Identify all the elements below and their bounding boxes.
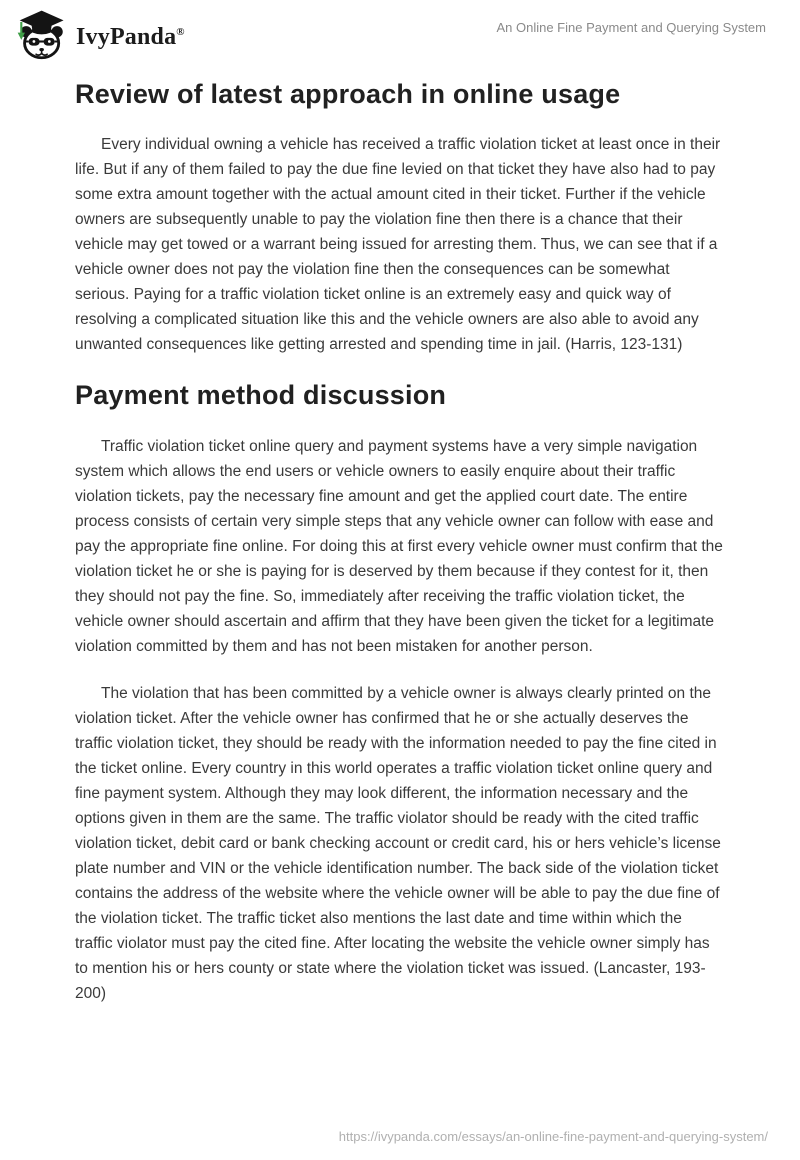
- paragraph-2: Traffic violation ticket online query and payment systems have a very simple navigation system which allows the end users or vehicle owners to easily enquire about their traffic violation tickets, pay the necessary fine amount and get the applied court date. The entire process consists of certain very simple steps that any vehicle owner can follow with ease and pay the appropriate fine online. For doing this at first every vehicle owner must confirm that the violation ticket he or she is paying for is deserved by them because if they contest for it, then they should not pay the fine. So, immediately after receiving the traffic violation ticket, the vehicle owner should ascertain and affirm that they have been given the ticket for a legitimate violation committed by them and has not been mistaken for another person.: [75, 437, 723, 655]
- source-url: https://ivypanda.com/essays/an-online-fine-payment-and-querying-system/: [338, 1129, 768, 1144]
- running-head-title: An Online Fine Payment and Querying System: [496, 20, 766, 35]
- heading-payment-method-discussion: Payment method discussion: [75, 380, 447, 411]
- ivypanda-panda-logo-icon: [14, 9, 66, 61]
- brand: [14, 6, 185, 63]
- brand-name: IvyPanda®: [76, 24, 185, 50]
- page-footer: [339, 1128, 768, 1146]
- article-content: [0, 78, 800, 1006]
- heading-review-of-latest-approach: Review of latest approach in online usage: [75, 79, 621, 109]
- paragraph-3: The violation that has been committed by a vehicle owner is always clearly printed on the violation ticket. After the vehicle owner has confirmed that he or she actually deserves the traffic violation ticket, they should be ready with the information needed to pay the fine cited in the ticket online. Every country in this world operates a traffic violation ticket online query and fine payment system. Although they may look different, the information necessary and the options given in them are the same. The traffic violator should be ready with the cited traffic violation ticket, debit card or bank checking account or credit card, his or hers vehicle’s license plate number and VIN or the vehicle identification number. The back side of the violation ticket contains the address of the website where the vehicle owner will be able to pay the due fine of the violation ticket. The traffic ticket also mentions the last date and time within which the traffic violator must pay the cited fine. After locating the website the vehicle owner simply has to mention his or hers county or state where the violation ticket was issued. (Lancaster, 193-200): [75, 684, 721, 1002]
- paragraph-1: Every individual owning a vehicle has received a traffic violation ticket at least once in their life. But if any of them failed to pay the due fine levied on that ticket they have also had to pay some extra amount together with the actual amount cited in their ticket. Further if the vehicle owners are subsequently unable to pay the violation fine then there is a chance that their vehicle may get towed or a warrant being issued for arresting them. Thus, we can see that if a vehicle owner does not pay the violation fine then the consequences can be somewhat serious. Paying for a traffic violation ticket online is an extremely easy and quick way of resolving a complicated situation like this and the vehicle owners are also able to avoid any unwanted consequences like getting arrested and spending time in jail. (Harris, 123-131): [75, 136, 721, 354]
- registered-mark: ®: [176, 26, 185, 38]
- page-header: [0, 0, 800, 58]
